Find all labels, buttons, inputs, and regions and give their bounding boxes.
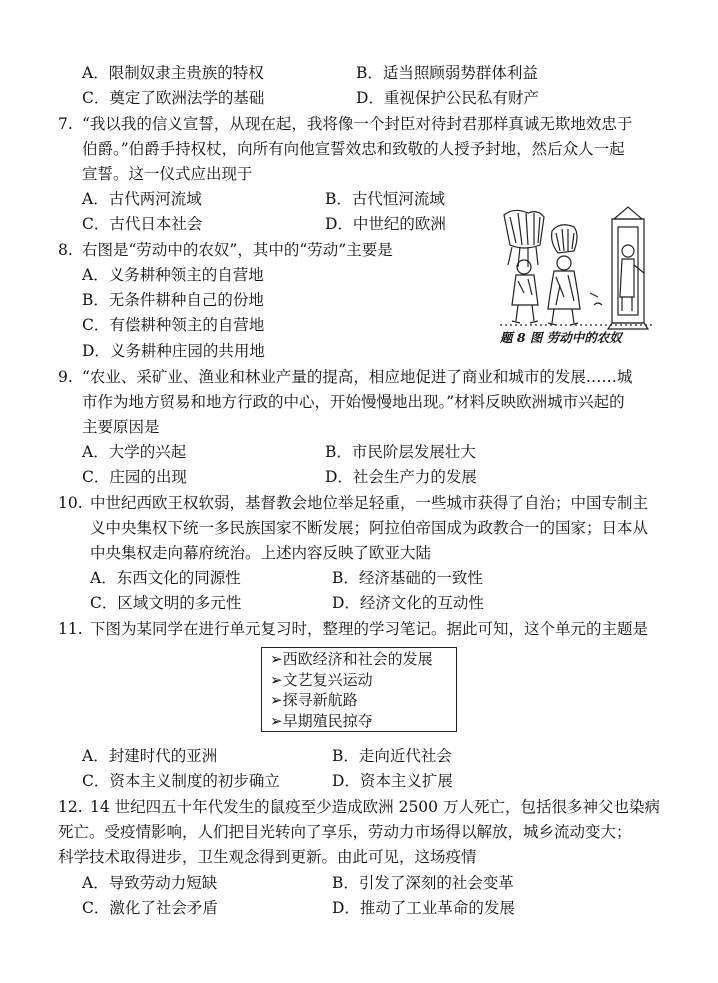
q6-option-c: C．奠定了欧洲法学的基础 — [82, 89, 265, 107]
q9-stem-line-3: 主要原因是 — [82, 418, 160, 436]
q11-option-a: A．封建时代的亚洲 — [82, 747, 218, 765]
q10-stem-line-3: 中央集权走向幕府统治。上述内容反映了欧亚大陆 — [90, 544, 432, 562]
q7-number: 7. — [58, 115, 73, 133]
q10-stem-line-1: 中世纪西欧王权软弱，基督教会地位举足轻重，一些城市获得了自治；中国专制主 — [90, 494, 649, 512]
note-item: ➢探寻新航路 — [270, 691, 358, 709]
q12-number: 12. — [58, 798, 83, 816]
q10-number: 10. — [58, 494, 83, 512]
q9-option-c: C．庄园的出现 — [82, 468, 187, 486]
q10-option-a: A．东西文化的同源性 — [90, 569, 241, 587]
q11-number: 11. — [58, 620, 83, 638]
q7-stem-line-3: 宣誓。这一仪式应出现于 — [82, 165, 253, 183]
q7-option-c: C．古代日本社会 — [82, 215, 203, 233]
q6-option-d: D．重视保护公民私有财产 — [356, 89, 539, 107]
q12-option-c: C．激化了社会矛盾 — [82, 899, 218, 917]
q12-stem-line-2: 死亡。受疫情影响，人们把目光转向了享乐，劳动力市场得以解放，城乡流动变大； — [58, 823, 632, 841]
q9-stem-line-1: “农业、采矿业、渔业和林业产量的提高，相应地促进了商业和城市的发展……城 — [82, 368, 633, 386]
study-notes-box — [261, 647, 457, 732]
q8-option-b: B．无条件耕种自己的份地 — [82, 291, 264, 309]
q9-stem-line-2: 市作为地方贸易和地方行政的中心，开始慢慢地出现。”材料反映欧洲城市兴起的 — [82, 393, 625, 411]
q9-number: 9. — [58, 368, 73, 386]
q8-number: 8. — [58, 241, 73, 259]
q10-option-d: D．经济文化的互动性 — [332, 594, 484, 612]
q10-option-c: C．区域文明的多元性 — [90, 594, 242, 612]
note-item: ➢早期殖民掠夺 — [270, 711, 373, 730]
q7-option-b: B．古代恒河流域 — [325, 190, 445, 208]
q12-stem-line-1: 14 世纪四五十年代发生的鼠疫至少造成欧洲 2500 万人死亡，包括很多神父也染病 — [90, 798, 660, 816]
q11-option-c: C．资本主义制度的初步确立 — [82, 772, 280, 790]
q9-option-d: D．社会生产力的发展 — [325, 468, 477, 486]
q12-stem-line-3: 科学技术取得进步，卫生观念得到更新。由此可见，这场疫情 — [58, 848, 477, 866]
q9-option-a: A．大学的兴起 — [82, 443, 187, 461]
q12-option-d: D．推动了工业革命的发展 — [332, 899, 515, 917]
q6-option-b: B．适当照顾弱势群体利益 — [356, 64, 538, 82]
q7-stem-line-1: “我以我的信义宣誓，从现在起，我将像一个封臣对待封君那样真诚无欺地效忠于 — [82, 115, 633, 133]
figure-caption: 题 8 图 劳动中的农奴 — [500, 330, 622, 345]
q11-stem: 下图为某同学在进行单元复习时，整理的学习笔记。据此可知，这个单元的主题是 — [90, 620, 649, 638]
q10-option-b: B．经济基础的一致性 — [332, 569, 483, 587]
note-item: ➢西欧经济和社会的发展 — [270, 650, 433, 668]
q6-option-a: A．限制奴隶主贵族的特权 — [82, 64, 264, 82]
q8-option-d: D．义务耕种庄园的共用地 — [82, 342, 265, 360]
q10-stem-line-2: 义中央集权下统一多民族国家不断发展；阿拉伯帝国成为政教合一的国家；日本从 — [90, 519, 649, 537]
q8-option-a: A．义务耕种领主的自营地 — [82, 266, 264, 284]
q8-stem: 右图是“劳动中的农奴”，其中的“劳动”主要是 — [82, 241, 393, 259]
q12-option-b: B．引发了深刻的社会变革 — [332, 874, 514, 892]
q11-option-b: B．走向近代社会 — [332, 747, 452, 765]
q7-stem-line-2: 伯爵。”伯爵手持权杖，向所有向他宣誓效忠和致敬的人授予封地，然后众人一起 — [82, 140, 625, 158]
q12-option-a: A．导致劳动力短缺 — [82, 874, 218, 892]
q7-option-a: A．古代两河流域 — [82, 190, 202, 208]
q9-option-b: B．市民阶层发展壮大 — [325, 443, 476, 461]
q7-option-d: D．中世纪的欧洲 — [325, 215, 446, 233]
q11-option-d: D．资本主义扩展 — [332, 772, 453, 790]
note-item: ➢文艺复兴运动 — [270, 670, 373, 689]
q8-option-c: C．有偿耕种领主的自营地 — [82, 316, 265, 334]
